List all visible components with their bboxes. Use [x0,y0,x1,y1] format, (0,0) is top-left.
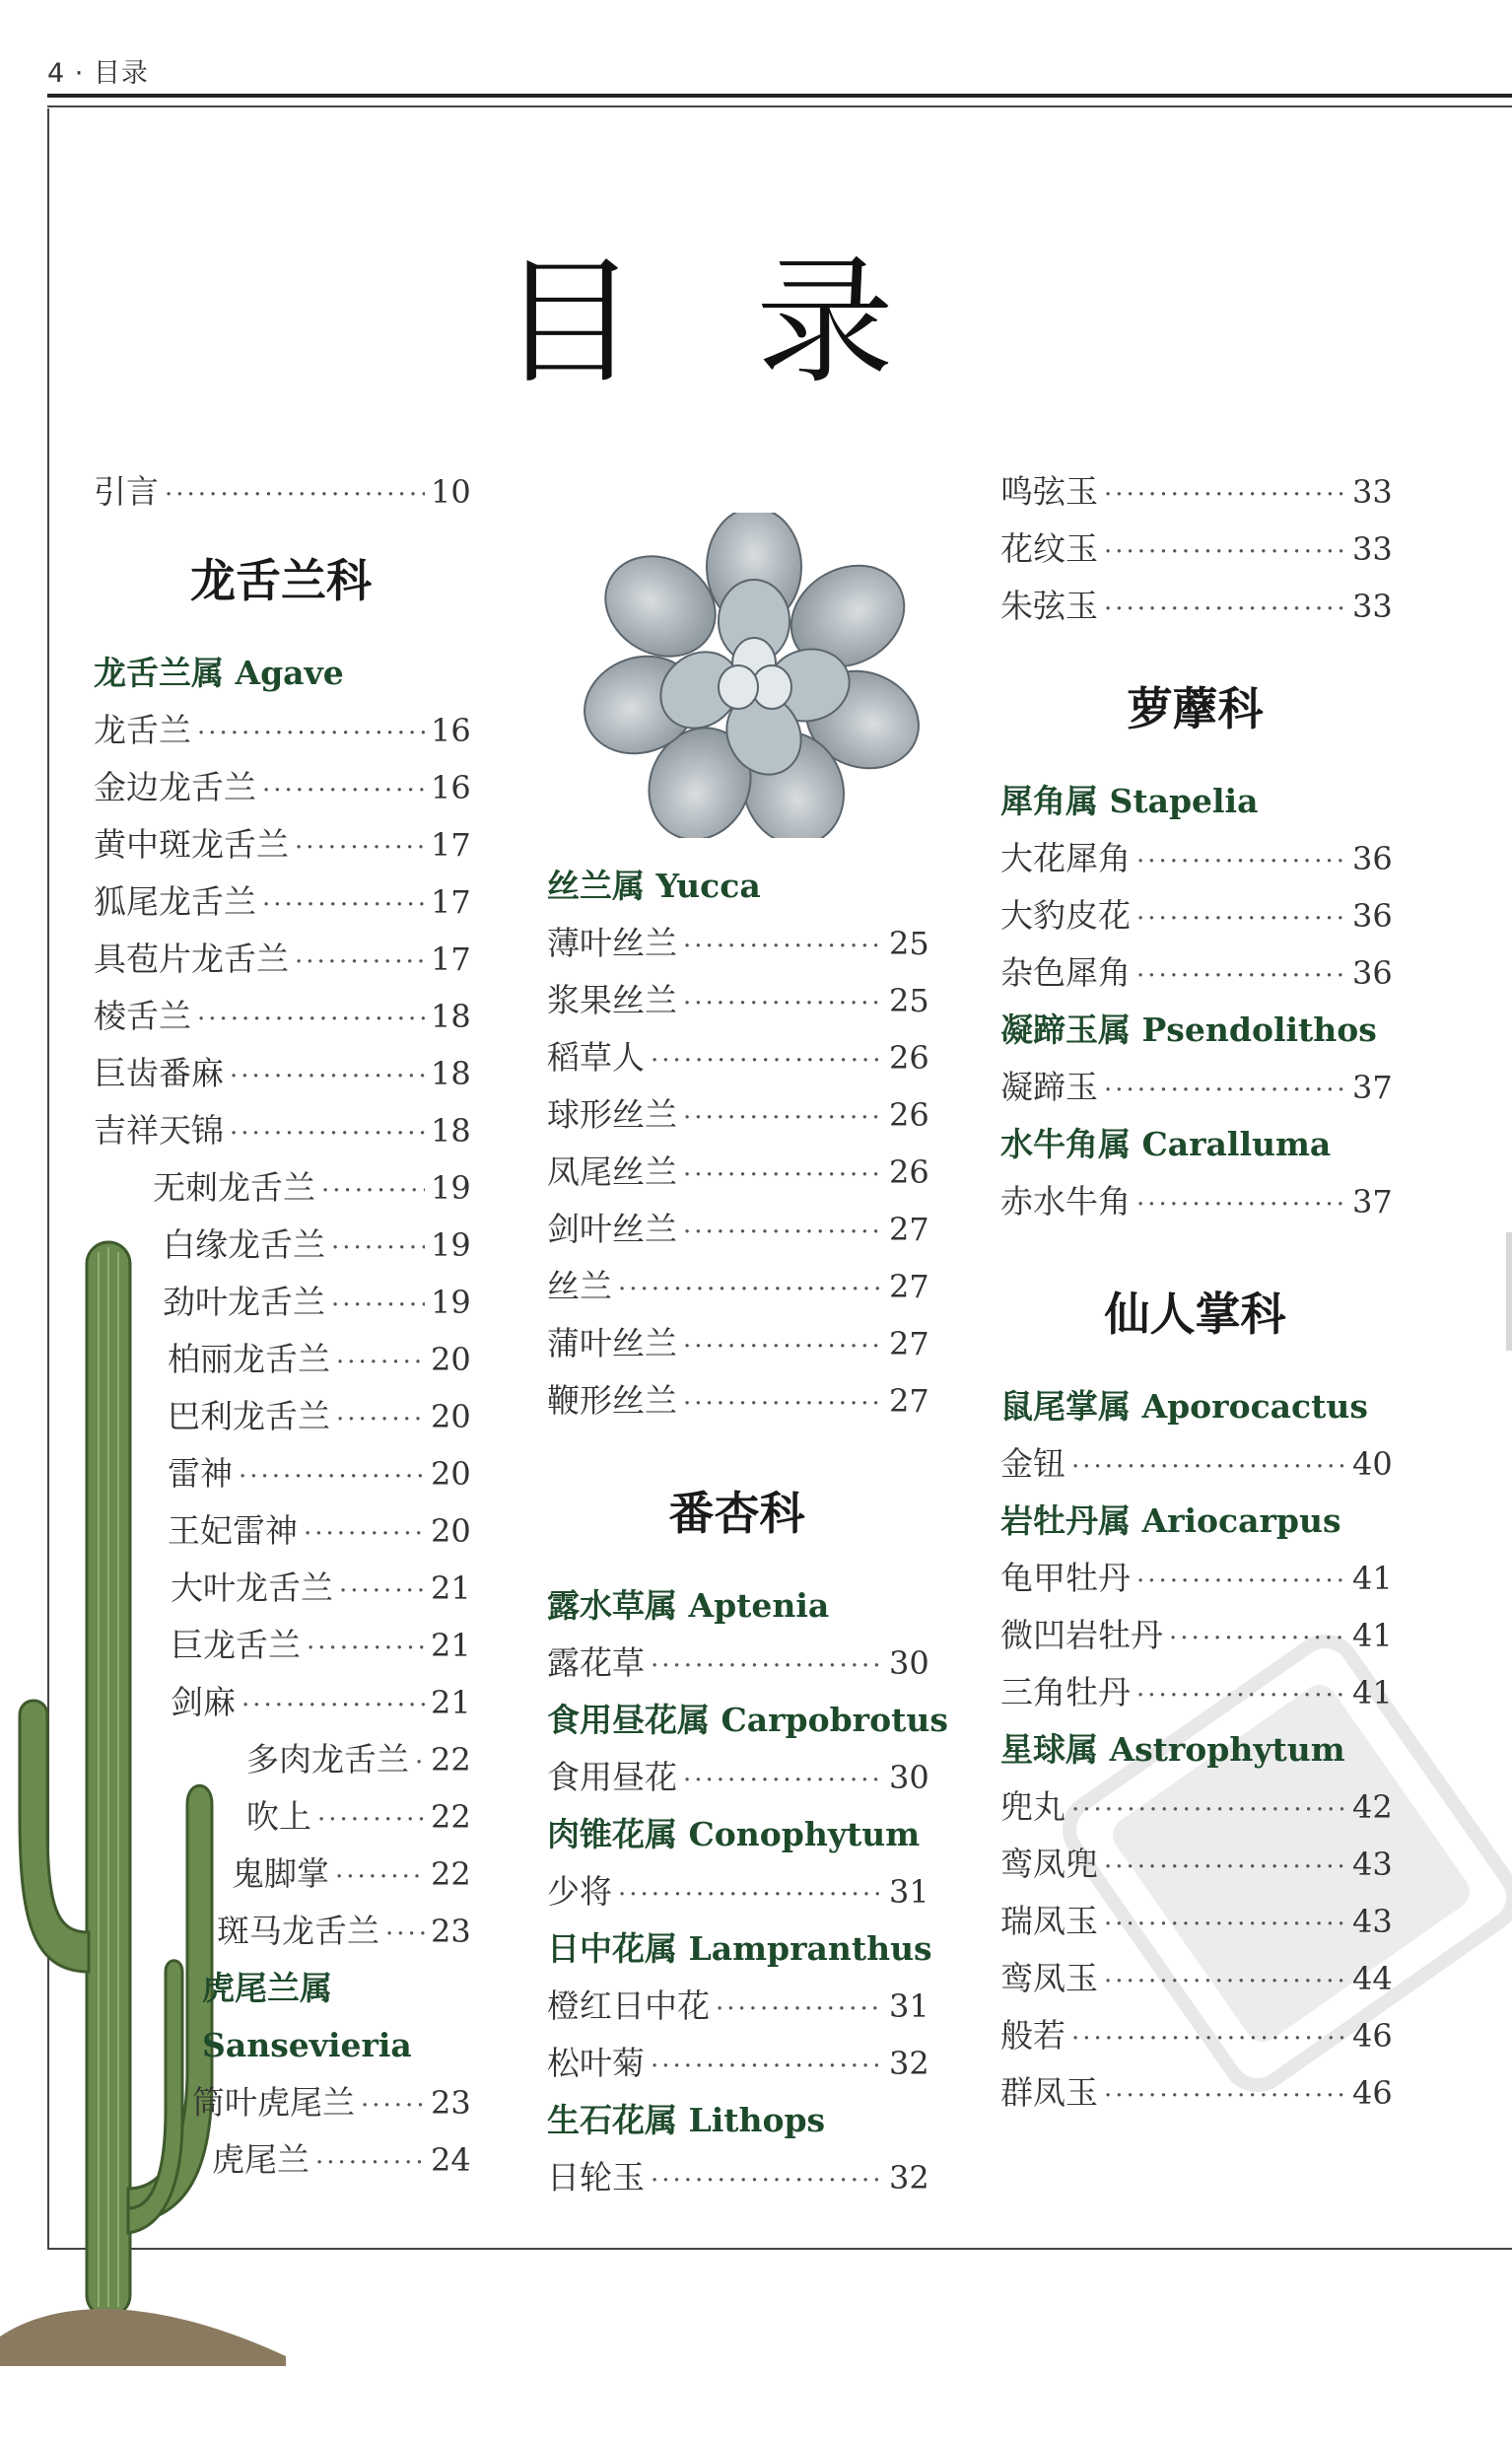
entry-page: 25 [889,925,929,962]
leader-dots [304,1505,425,1563]
toc-entry[interactable] [1000,887,1393,944]
entry-name: 具苞片龙舌兰 [94,940,289,978]
entry-page: 26 [889,1096,929,1134]
entry-page: 21 [431,1627,471,1664]
entry-page: 20 [431,1512,471,1550]
toc-entry[interactable] [547,1315,927,1372]
entry-name: 鬼脚掌 [232,1854,329,1893]
leader-dots [336,1391,425,1448]
toc-entry[interactable] [94,873,471,931]
toc-entry[interactable] [547,1372,927,1429]
entry-name: 三角牡丹 [1000,1673,1131,1711]
entry-page: 37 [1352,1183,1393,1220]
entry-page: 26 [889,1153,929,1191]
toc-entry[interactable] [94,1159,471,1217]
toc-entry[interactable] [1000,2064,1393,2122]
entry-name: 杂色犀角 [1000,953,1131,992]
family-heading: 仙人掌科 [1104,1288,1286,1341]
entry-name: 球形丝兰 [547,1095,677,1134]
entry-name: 金钮 [1000,1444,1065,1483]
leader-dots [651,2038,883,2095]
entry-page: 17 [431,826,471,864]
entry-name: 狐尾龙舌兰 [94,882,256,921]
leader-dots [651,1032,883,1089]
toc-entry[interactable] [547,1144,927,1201]
entry-name: 瑞凤玉 [1000,1902,1098,1940]
entry-name: 王妃雷神 [168,1511,298,1550]
entry-name: 剑叶丝兰 [547,1210,677,1248]
toc-entry[interactable] [94,1217,471,1274]
leader-dots [618,1866,883,1923]
entry-name: 凤尾丝兰 [547,1152,677,1191]
entry-name: 巴利龙舌兰 [168,1397,330,1435]
entry-name: 赤水牛角 [1000,1182,1131,1220]
entry-page: 17 [431,941,471,978]
leader-dots [716,1981,883,2038]
entry-page: 18 [431,998,471,1035]
toc-entry[interactable] [1000,1173,1393,1230]
toc-entry[interactable] [94,1045,471,1102]
toc-entry[interactable] [94,1617,471,1674]
leader-dots [1136,1553,1346,1610]
toc-entry[interactable] [94,2074,471,2131]
toc-entry[interactable] [1000,1893,1393,1950]
entry-name: 大花犀角 [1000,839,1131,877]
leader-dots [295,819,425,876]
toc-entry[interactable] [94,1388,471,1445]
entry-page: 27 [889,1268,929,1305]
toc-entry[interactable] [94,1846,471,1903]
genus-heading[interactable]: 露水草属 Aptenia [547,1586,830,1625]
entry-name: 柏丽龙舌兰 [168,1340,330,1378]
toc-entry[interactable] [1000,463,1393,521]
toc-entry[interactable] [94,702,471,759]
leader-dots [1104,2067,1346,2125]
entry-name: 松叶菊 [547,2044,645,2082]
leader-dots [336,1334,425,1391]
leader-dots [1104,1839,1346,1896]
entry-page: 19 [431,1226,471,1264]
leader-dots [1104,1896,1346,1953]
leader-dots [683,1147,883,1204]
genus-heading-latin[interactable]: Sansevieria [202,2026,412,2064]
entry-name: 巨齿番麻 [94,1054,224,1092]
leader-dots [683,1204,883,1261]
entry-name: 丝兰 [547,1267,612,1305]
leader-dots [683,1375,883,1432]
entry-page: 43 [1352,1903,1393,1940]
entry-name: 少将 [547,1872,612,1911]
entry-page: 33 [1352,588,1393,625]
entry-page: 32 [889,2045,929,2082]
entry-page: 18 [431,1112,471,1150]
family-heading: 龙舌兰科 [190,554,372,607]
entry-name: 龙舌兰 [94,711,191,749]
leader-dots [683,1089,883,1147]
entry-name: 日轮玉 [547,2158,645,2196]
toc-entry[interactable] [94,1674,471,1731]
genus-heading[interactable]: 虎尾兰属 [202,1969,332,2007]
toc-entry[interactable] [94,1102,471,1159]
entry-page: 18 [431,1055,471,1092]
leader-dots [415,1734,425,1791]
leader-dots [1104,466,1346,523]
entry-name: 花纹玉 [1000,529,1098,568]
entry-page: 27 [889,1382,929,1420]
leader-dots [317,1791,425,1848]
entry-name: 吉祥天锦 [94,1111,224,1150]
entry-page: 44 [1352,1960,1393,1997]
genus-heading[interactable]: 鼠尾掌属 Aporocactus [1000,1387,1368,1426]
entry-page: 42 [1352,1788,1393,1826]
toc-entry[interactable] [547,2149,927,2206]
toc-entry[interactable] [1000,1435,1393,1493]
toc-entry[interactable] [1000,1607,1393,1664]
entry-name: 斑马龙舌兰 [217,1912,379,1950]
genus-heading[interactable]: 食用昼花属 Carpobrotus [547,1701,948,1739]
entry-name: 般若 [1000,2016,1065,2055]
toc-entry[interactable] [94,759,471,816]
leader-dots [1136,1176,1346,1233]
entry-page: 21 [431,1684,471,1721]
genus-heading[interactable]: 犀角属 Stapelia [1000,782,1259,820]
toc-entry[interactable] [94,1445,471,1502]
leader-dots [262,876,425,934]
entry-page: 19 [431,1284,471,1321]
entry-name: 劲叶龙舌兰 [163,1283,325,1321]
entry-page: 24 [431,2141,471,2179]
genus-heading[interactable]: 水牛角属 Caralluma [1000,1125,1332,1163]
entry-name: 鸾凤玉 [1000,1959,1098,1997]
entry-page: 37 [1352,1069,1393,1106]
leader-dots [683,1752,883,1809]
header-rule-thin [47,105,1512,107]
genus-heading[interactable]: 凝蹄玉属 Psendolithos [1000,1011,1377,1049]
toc-entry[interactable] [547,1635,927,1692]
leader-dots [1136,947,1346,1005]
entry-page: 46 [1352,2017,1393,2055]
entry-page: 43 [1352,1846,1393,1883]
toc-column-right [1000,463,1393,2122]
entry-page: 21 [431,1569,471,1607]
entry-name: 浆果丝兰 [547,981,677,1019]
toc-entry[interactable] [547,972,927,1029]
entry-page: 30 [889,1759,929,1796]
toc-column-middle [547,858,948,2206]
leader-dots [683,918,883,975]
entry-name: 多肉龙舌兰 [246,1740,409,1778]
toc-entry[interactable] [547,1258,927,1315]
toc-entry[interactable] [1000,521,1393,578]
genus-heading[interactable]: 岩牡丹属 Ariocarpus [1000,1501,1341,1540]
genus-heading[interactable]: 生石花属 Lithops [547,2101,826,2139]
genus-heading[interactable]: 肉锥花属 Conophytum [547,1815,921,1853]
entry-page: 22 [431,1798,471,1836]
entry-page: 36 [1352,954,1393,992]
entry-page: 19 [431,1169,471,1207]
edge-mark [1506,1232,1512,1351]
entry-name: 鸣弦玉 [1000,472,1098,511]
entry-name: 无刺龙舌兰 [153,1168,315,1207]
entry-page: 36 [1352,840,1393,877]
leader-dots [1169,1610,1346,1667]
toc-column-left [94,463,471,2189]
toc-entry[interactable] [1000,830,1393,887]
leader-dots [335,1848,425,1906]
toc-entry[interactable] [547,915,927,972]
leader-dots [361,2077,425,2134]
toc-entry[interactable] [1000,944,1393,1002]
toc-entry[interactable] [547,1029,927,1086]
entry-page: 41 [1352,1617,1393,1654]
toc-entry[interactable] [1000,1950,1393,2007]
entry-page: 27 [889,1325,929,1362]
leader-dots [239,1448,425,1505]
leader-dots [651,1638,883,1695]
leader-dots [1071,1781,1346,1839]
entry-name: 黄中斑龙舌兰 [94,825,289,864]
entry-name: 兜丸 [1000,1787,1065,1826]
entry-name: 吹上 [246,1797,311,1836]
leader-dots [1104,1062,1346,1119]
leader-dots [618,1261,883,1318]
genus-heading[interactable]: 日中花属 Lampranthus [547,1929,932,1968]
entry-name: 大叶龙舌兰 [171,1569,333,1607]
entry-page: 22 [431,1855,471,1893]
entry-page: 20 [431,1455,471,1493]
leader-dots [339,1563,425,1620]
entry-name: 食用昼花 [547,1758,677,1796]
entry-page: 33 [1352,473,1393,511]
entry-page: 41 [1352,1560,1393,1597]
toc-entry[interactable] [94,988,471,1045]
leader-dots [1104,523,1346,581]
entry-page: 20 [431,1398,471,1435]
family-heading: 番杏科 [668,1487,805,1540]
toc-entry[interactable] [94,2131,471,2189]
toc-entry[interactable] [1000,1778,1393,1836]
toc-entry[interactable] [1000,1664,1393,1721]
entry-page: 41 [1352,1674,1393,1711]
entry-page: 20 [431,1341,471,1378]
leader-dots [315,2134,425,2192]
entry-name: 剑麻 [171,1683,236,1721]
leader-dots [385,1906,425,1963]
toc-entry[interactable] [1000,2007,1393,2064]
leader-dots [651,2152,883,2209]
entry-name: 凝蹄玉 [1000,1068,1098,1106]
genus-heading[interactable]: 龙舌兰属 Agave [94,654,344,692]
entry-name: 薄叶丝兰 [547,924,677,962]
toc-entry[interactable] [94,816,471,873]
toc-entry[interactable] [94,1274,471,1331]
entry-page: 40 [1352,1445,1393,1483]
entry-name: 露花草 [547,1643,645,1682]
genus-heading[interactable]: 星球属 Astrophytum [1000,1730,1345,1769]
entry-name: 鞭形丝兰 [547,1381,677,1420]
entry-name: 微凹岩牡丹 [1000,1616,1163,1654]
entry-page: 46 [1352,2074,1393,2112]
entry-page: 16 [431,769,471,806]
entry-name: 龟甲牡丹 [1000,1559,1131,1597]
toc-entry[interactable] [547,1978,927,2035]
entry-page: 23 [431,2084,471,2122]
entry-name: 雷神 [168,1454,233,1493]
toc-entry[interactable] [1000,1550,1393,1607]
toc-entry[interactable] [1000,1059,1393,1116]
leader-dots [307,1620,425,1677]
leader-dots [1136,833,1346,890]
running-head: 4 · 目录 [47,58,149,89]
toc-entry[interactable] [547,1863,927,1920]
entry-page: 23 [431,1913,471,1950]
toc-entry[interactable] [547,1086,927,1144]
toc-entry[interactable] [94,1560,471,1617]
leader-dots [1136,890,1346,947]
entry-name: 棱舌兰 [94,997,191,1035]
entry-name: 大豹皮花 [1000,896,1131,935]
leader-dots [1071,1438,1346,1496]
entry-page: 22 [431,1741,471,1778]
entry-page: 31 [889,1987,929,2025]
entry-page: 36 [1352,897,1393,935]
leader-dots [1104,1953,1346,2010]
echeveria-rosette-icon [577,513,931,838]
leader-dots [683,1318,883,1375]
entry-name: 蒲叶丝兰 [547,1324,677,1362]
leader-dots [331,1277,425,1334]
entry-name: 朱弦玉 [1000,587,1098,625]
entry-page: 17 [431,883,471,921]
leader-dots [1071,2010,1346,2067]
entry-page: 31 [889,1873,929,1911]
toc-entry[interactable] [94,1903,471,1960]
toc-entry[interactable] [94,1731,471,1788]
toc-entry[interactable] [547,1201,927,1258]
leader-dots [197,991,425,1048]
toc-entry[interactable] [94,931,471,988]
entry-name: 金边龙舌兰 [94,768,256,806]
toc-entry[interactable] [547,1749,927,1806]
leader-dots [230,1048,425,1105]
entry-name: 引言 [94,472,159,511]
entry-page: 25 [889,982,929,1019]
leader-dots [295,934,425,991]
entry-name: 鸾凤兜 [1000,1845,1098,1883]
entry-page: 33 [1352,530,1393,568]
leader-dots [331,1220,425,1277]
family-heading: 萝藦科 [1127,682,1264,735]
toc-entry[interactable] [94,463,471,521]
toc-entry[interactable] [1000,578,1393,635]
leader-dots [321,1162,425,1220]
toc-entry[interactable] [1000,1836,1393,1893]
leader-dots [197,705,425,762]
leader-dots [683,975,883,1032]
entry-name: 筒叶虎尾兰 [192,2083,355,2122]
toc-entry[interactable] [94,1788,471,1846]
leader-dots [1104,581,1346,638]
toc-entry[interactable] [547,2035,927,2092]
entry-name: 橙红日中花 [547,1987,710,2025]
entry-page: 10 [431,473,471,511]
leader-dots [1136,1667,1346,1724]
entry-page: 27 [889,1211,929,1248]
leader-dots [241,1677,425,1734]
header-rule [47,94,1512,98]
toc-entry[interactable] [94,1502,471,1560]
entry-name: 巨龙舌兰 [171,1626,301,1664]
toc-entry[interactable] [94,1331,471,1388]
entry-name: 白缘龙舌兰 [163,1225,325,1264]
entry-page: 26 [889,1039,929,1077]
entry-page: 30 [889,1644,929,1682]
leader-dots [230,1105,425,1162]
leader-dots [262,762,425,819]
genus-heading[interactable]: 丝兰属 Yucca [547,867,761,905]
leader-dots [165,466,425,523]
entry-name: 群凤玉 [1000,2073,1098,2112]
entry-page: 16 [431,712,471,749]
entry-name: 虎尾兰 [212,2140,309,2179]
page-title: 目录 [499,243,1012,403]
entry-page: 32 [889,2159,929,2196]
entry-name: 稻草人 [547,1038,645,1077]
